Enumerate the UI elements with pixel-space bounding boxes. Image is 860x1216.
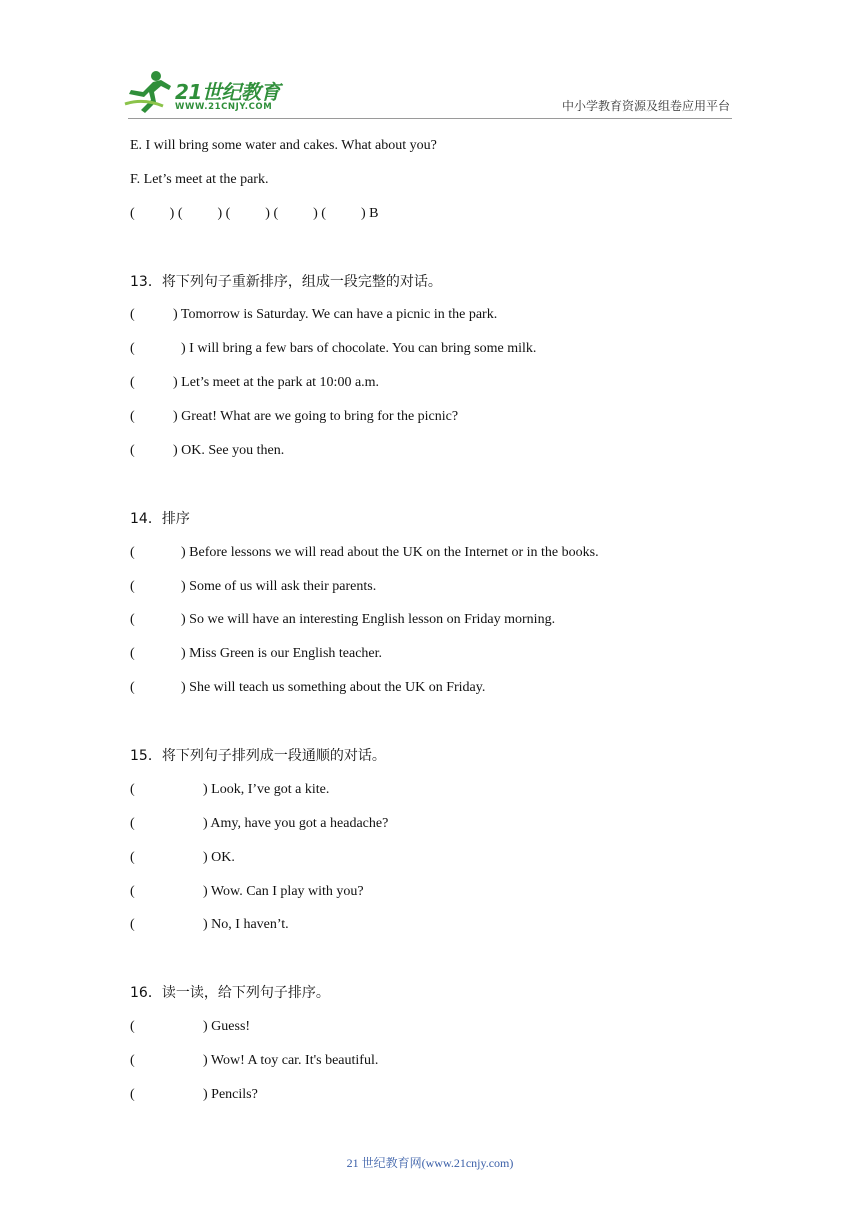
q12-answer-blanks: ( ) ( ) ( ) ( ) ( ) B bbox=[130, 205, 379, 221]
section-gap bbox=[130, 238, 734, 272]
q14-item: ( ) Before lessons we will read about the UK on the Internet or in the books. bbox=[130, 543, 734, 563]
answer-blank[interactable]: ( bbox=[130, 849, 135, 865]
q15-item: ( ) Wow. Can I play with you? bbox=[130, 882, 734, 902]
answer-blank[interactable]: ( bbox=[130, 815, 135, 831]
q16-item: ( ) Guess! bbox=[130, 1017, 734, 1037]
answer-blank[interactable]: ( bbox=[130, 307, 135, 323]
q16-item: ( ) Pencils? bbox=[130, 1085, 734, 1105]
q13-item: ( ) I will bring a few bars of chocolate. You can bring some milk. bbox=[130, 339, 734, 359]
page-header bbox=[0, 0, 860, 118]
answer-blank[interactable]: ( bbox=[130, 375, 135, 391]
site-logo bbox=[123, 68, 293, 114]
answer-blank[interactable]: ( bbox=[130, 646, 135, 662]
runner-icon bbox=[123, 68, 175, 114]
q15-title: 15．将下列句子排列成一段通顺的对话。 bbox=[130, 748, 386, 765]
answer-blank[interactable]: ( bbox=[130, 1053, 135, 1069]
answer-blank[interactable]: ( bbox=[130, 443, 135, 459]
q15-item: ( ) Look, I’ve got a kite. bbox=[130, 780, 734, 800]
answer-blank[interactable]: ( bbox=[130, 578, 135, 594]
q13-item: ( ) OK. See you then. bbox=[130, 441, 734, 461]
answer-blank[interactable]: ( bbox=[130, 917, 135, 933]
q13-title: 13．将下列句子重新排序，组成一段完整的对话。 bbox=[130, 273, 442, 290]
q14-item: ( ) Miss Green is our English teacher. bbox=[130, 644, 734, 664]
q14-item: ( ) Some of us will ask their parents. bbox=[130, 577, 734, 597]
answer-blank[interactable]: ( bbox=[130, 544, 135, 560]
q12-option-e: E. I will bring some water and cakes. What about you? bbox=[130, 138, 437, 153]
q14-item: ( ) She will teach us something about the UK on Friday. bbox=[130, 678, 734, 698]
worksheet-content bbox=[130, 136, 734, 1119]
platform-tagline: 中小学教育资源及组卷应用平台 bbox=[561, 99, 730, 113]
q15-item: ( ) No, I haven’t. bbox=[130, 915, 734, 935]
answer-blank[interactable]: ( bbox=[130, 1086, 135, 1102]
answer-blank[interactable]: ( bbox=[130, 680, 135, 696]
q15-item: ( ) OK. bbox=[130, 848, 734, 868]
q14-item: ( ) So we will have an interesting English lesson on Friday morning. bbox=[130, 610, 734, 630]
answer-blank[interactable]: ( bbox=[130, 1019, 135, 1035]
logo-text: 21世纪教育 bbox=[175, 80, 280, 104]
q16-item: ( ) Wow! A toy car. It's beautiful. bbox=[130, 1051, 734, 1071]
section-gap bbox=[130, 949, 734, 983]
page-footer: 21 世纪教育网(www.21cnjy.com) bbox=[346, 1156, 514, 1170]
q13-item: ( ) Tomorrow is Saturday. We can have a picnic in the park. bbox=[130, 305, 734, 325]
header-divider bbox=[128, 118, 732, 119]
section-gap bbox=[130, 712, 734, 746]
answer-blank[interactable]: ( bbox=[130, 409, 135, 425]
q15-item: ( ) Amy, have you got a headache? bbox=[130, 814, 734, 834]
q12-option-f: F. Let’s meet at the park. bbox=[130, 171, 269, 187]
answer-blank[interactable]: ( bbox=[130, 781, 135, 797]
q16-title: 16．读一读，给下列句子排序。 bbox=[130, 985, 330, 1002]
q14-title: 14．排序 bbox=[130, 510, 190, 527]
answer-blank[interactable]: ( bbox=[130, 612, 135, 628]
logo-url: WWW.21CNJY.COM bbox=[175, 102, 273, 112]
q13-item: ( ) Great! What are we going to bring for the picnic? bbox=[130, 407, 734, 427]
q13-item: ( ) Let’s meet at the park at 10:00 a.m. bbox=[130, 373, 734, 393]
answer-blank[interactable]: ( bbox=[130, 341, 135, 357]
answer-blank[interactable]: ( bbox=[130, 883, 135, 899]
section-gap bbox=[130, 475, 734, 509]
